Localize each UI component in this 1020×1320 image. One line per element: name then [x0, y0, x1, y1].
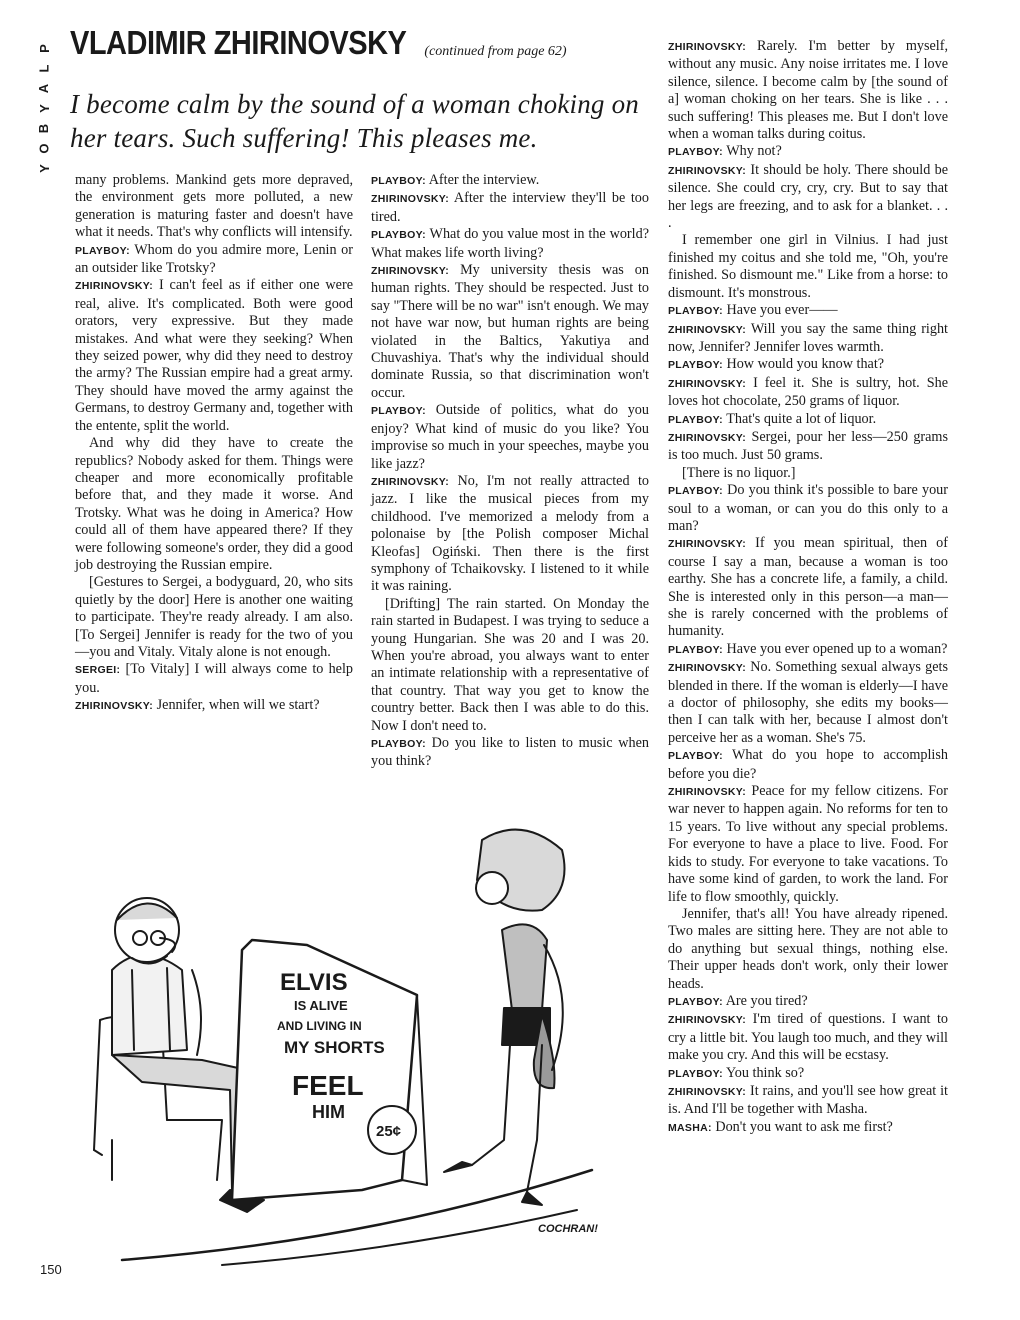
- spine-letter: O: [36, 143, 52, 154]
- text-column-1: [75, 172, 353, 716]
- speaker-label: PLAYBOY:: [371, 175, 426, 187]
- paragraph-text: My university thesis was on human rights. They should be respected. Just to say "There will be no war" isn't enough. We may not have war now, but human rights are being violated in the Baltics, Yakutiya and Chuvashiya. That's why the individual should dominate Russia, so that discrimination won't occur.: [371, 262, 649, 401]
- interview-paragraph: [668, 993, 948, 1011]
- interview-paragraph: [75, 574, 353, 661]
- speaker-label: ZHIRINOVSKY:: [371, 193, 450, 206]
- speaker-label: PLAYBOY:: [371, 229, 426, 242]
- paragraph-text: Rarely. I'm better by myself, without any music. Any noise irritates me. I love silence, silence. I become calm by [the sound of a] woman choking on her tears. She is like . . . such suffering! This pleases me. But I don't love when a woman talks during coitus.: [668, 38, 948, 143]
- paragraph-text: Outside of politics, what do you enjoy? What kind of music do you like? You improvise so much in your speeches, maybe you like jazz?: [371, 402, 649, 472]
- paragraph-text: Have you ever——: [726, 302, 838, 319]
- paragraph-text: Are you tired?: [725, 992, 808, 1009]
- spine-letter: Y: [36, 164, 52, 173]
- paragraph-text: That's quite a lot of liquor.: [726, 410, 877, 427]
- text-column-2: [371, 172, 649, 771]
- speaker-label: ZHIRINOVSKY:: [371, 475, 450, 488]
- interview-paragraph: [668, 411, 948, 429]
- paragraph-text: It should be holy. There should be silence. She could cry, cry, cry. But to say that her legs are freezing, and to ask for a blanket. . . .: [668, 161, 949, 232]
- paragraph-text: Peace for my fellow citizens. For war never to happen again. No reforms for ten to 15 years. To live without any special problems. For everyone to have a place to live. Food. For kids to study. For everyone to take vacations. To have some kind of garden, to work the land. For life to flow smoothly, quickly.: [668, 783, 949, 905]
- interview-paragraph: [668, 162, 948, 233]
- spine-letter: B: [36, 123, 52, 134]
- speaker-label: SERGEI:: [75, 664, 121, 677]
- paragraph-text: What do you hope to accomplish before you die?: [668, 747, 948, 782]
- paragraph-text: No, I'm not really attracted to jazz. I like the musical pieces from my childhood. I've memorized a melody from a polonaise by [the Polish composer Michal Kleofas] Ogiński. Then there is the first symphony of Tchaikovsky. I listened to it while it was raining.: [371, 472, 649, 595]
- interview-paragraph: [668, 1065, 948, 1083]
- pull-quote: I become calm by the sound of a woman choking on her tears. Such suffering! This pleases me.: [70, 89, 639, 153]
- interview-paragraph: [668, 38, 948, 143]
- interview-paragraph: [371, 596, 649, 735]
- text-column-3: [668, 38, 948, 1137]
- paragraph-text: Will you say the same thing right now, Jennifer? Jennifer loves warmth.: [668, 320, 948, 355]
- interview-paragraph: [668, 302, 948, 320]
- paragraph-text: I can't feel as if either one were real, alive. It's complicated. Both were good orators, very expressive. But they made mistakes. And what were they seeking? When they seized power, why did they need to destroy the army? The Russian empire had a great army. They should have moved the army against the Germans, to destroy Germany and, together with the entente, split the world.: [75, 277, 353, 434]
- interview-paragraph: [371, 262, 649, 402]
- speaker-label: PLAYBOY:: [75, 244, 130, 257]
- interview-paragraph: [668, 465, 948, 482]
- interview-paragraph: [371, 172, 649, 190]
- paragraph-text: [Drifting] The rain started. On Monday the rain started in Budapest. I was trying to seduce a young Hungarian. She was 20 and I was 20. When you're abroad, you always want to enter an intimate relationship with a representative of that country. That way you get to know the country better. Back then I was able to do this. Now I don't need to.: [371, 595, 649, 734]
- sign-text-feel: FEEL: [292, 1070, 364, 1101]
- paragraph-text: Why not?: [726, 143, 782, 160]
- interview-paragraph: [668, 482, 948, 535]
- paragraph-text: Have you ever opened up to a woman?: [726, 640, 948, 657]
- spine-letter: L: [36, 64, 52, 73]
- sign-text-him: HIM: [312, 1102, 345, 1122]
- speaker-label: PLAYBOY:: [668, 643, 723, 656]
- paragraph-text: I remember one girl in Vilnius. I had just finished my coitus and she told me, "Oh, you're finished. So dismount me." Like from a horse: to dismount. It's monstrous.: [668, 232, 948, 301]
- interview-paragraph: [668, 375, 948, 411]
- sign-text-my-shorts: MY SHORTS: [284, 1038, 385, 1057]
- paragraph-text: Jennifer, when will we start?: [156, 697, 320, 714]
- speaker-label: PLAYBOY:: [668, 485, 723, 498]
- continued-note: (continued from page 62): [424, 44, 567, 59]
- paragraph-text: Jennifer, that's all! You have already ripened. Two males are sitting here. They are not able to do anything but sexual things, nothing else. Their upper heads don't work, only their lower heads.: [668, 905, 948, 992]
- speaker-label: ZHIRINOVSKY:: [668, 323, 747, 336]
- paragraph-text: [To Vitaly] I will always come to help you.: [75, 661, 354, 696]
- speaker-label: PLAYBOY:: [668, 305, 723, 318]
- speaker-label: ZHIRINOVSKY:: [668, 41, 747, 53]
- paragraph-text: many problems. Mankind gets more depraved, the environment gets more polluted, a new generation is maturing faster and doesn't have what it needs. That's why conflicts will intensify.: [75, 172, 353, 241]
- speaker-label: ZHIRINOVSKY:: [668, 538, 747, 551]
- interview-paragraph: [75, 172, 353, 242]
- speaker-label: PLAYBOY:: [668, 750, 723, 763]
- price-tag: 25¢: [376, 1123, 402, 1140]
- paragraph-text: It rains, and you'll see how great it is. And I'll be together with Masha.: [668, 1082, 948, 1118]
- paragraph-text: What do you value most in the world? What makes life worth living?: [371, 226, 649, 261]
- spine-letter: A: [36, 83, 52, 94]
- interview-paragraph: [668, 356, 948, 374]
- interview-paragraph: [668, 232, 948, 302]
- speaker-label: PLAYBOY:: [371, 405, 426, 418]
- paragraph-text: I'm tired of questions. I want to cry a little bit. You laugh too much, and they will make you cry. And this will be ecstasy.: [668, 1011, 949, 1064]
- speaker-label: ZHIRINOVSKY:: [668, 431, 747, 444]
- interview-paragraph: [75, 242, 353, 278]
- paragraph-text: After the interview.: [428, 172, 540, 188]
- sign-text-living-in: AND LIVING IN: [277, 1019, 362, 1033]
- paragraph-text: [There is no liquor.]: [682, 464, 796, 481]
- paragraph-text: If you mean spiritual, then of course I say a man, because a woman is too earthy. She has a concrete life, a family, a child. She is interested only in this person—a man—she is rarely concerned with the problems of humanity.: [668, 535, 948, 640]
- speaker-label: PLAYBOY:: [371, 738, 426, 750]
- artist-signature: COCHRAN!: [538, 1223, 598, 1235]
- page-number: 150: [40, 1262, 62, 1277]
- interview-paragraph: [371, 473, 649, 596]
- interview-paragraph: [668, 747, 948, 783]
- interview-paragraph: [668, 1083, 948, 1119]
- speaker-label: ZHIRINOVSKY:: [668, 786, 747, 799]
- speaker-label: ZHIRINOVSKY:: [668, 1085, 747, 1098]
- interview-paragraph: [668, 783, 948, 906]
- magazine-spine-label: [34, 40, 56, 190]
- speaker-label: ZHIRINOVSKY:: [668, 377, 747, 390]
- paragraph-text: And why did they have to create the republics? Nobody asked for them. Things were cheaper and more economically profitable before that, and they made it worse. And Trotsky. What was he doing in America? How could all of them have appeared there? If they were following someone's order, they did a good job destroying the Russian empire.: [75, 435, 353, 573]
- interview-paragraph: [668, 1119, 948, 1137]
- interview-paragraph: [75, 435, 353, 574]
- speaker-label: ZHIRINOVSKY:: [371, 265, 450, 278]
- paragraph-text: Don't you want to ask me first?: [715, 1118, 893, 1135]
- spine-letter: Y: [36, 104, 52, 113]
- paragraph-text: Do you like to listen to music when you think?: [371, 735, 649, 770]
- speaker-label: ZHIRINOVSKY:: [668, 164, 747, 177]
- paragraph-text: [Gestures to Sergei, a bodyguard, 20, who sits quietly by the door] Here is another one waiting to participate. They're ready already. I am also. [To Sergei] Jennifer is ready for the two of you—you and Vitaly. Vitaly alone is not enough.: [75, 574, 353, 660]
- article-header: [70, 25, 650, 155]
- interview-paragraph: [668, 321, 948, 357]
- interview-paragraph: [75, 277, 353, 435]
- sign-text-is-alive: IS ALIVE: [294, 998, 348, 1013]
- interview-paragraph: [371, 190, 649, 226]
- interview-paragraph: [668, 641, 948, 659]
- speaker-label: MASHA:: [668, 1121, 712, 1134]
- speaker-label: PLAYBOY:: [668, 413, 723, 426]
- interview-paragraph: [371, 402, 649, 473]
- speaker-label: PLAYBOY:: [668, 146, 723, 159]
- speaker-label: ZHIRINOVSKY:: [668, 1014, 747, 1027]
- speaker-label: ZHIRINOVSKY:: [75, 700, 154, 713]
- paragraph-text: Sergei, pour her less—250 grams is too much. Just 50 grams.: [668, 428, 948, 464]
- paragraph-text: Do you think it's possible to bare your soul to a woman, or can you do this only to a man?: [668, 482, 948, 534]
- interview-paragraph: [668, 535, 948, 640]
- cartoon-illustration: [72, 820, 657, 1280]
- speaker-label: ZHIRINOVSKY:: [75, 280, 154, 293]
- paragraph-text: I feel it. She is sultry, hot. She loves hot chocolate, 250 grams of liquor.: [668, 374, 948, 410]
- interviewee-name: VLADIMIR ZHIRINOVSKY: [70, 25, 407, 62]
- paragraph-text: After the interview they'll be too tired.: [371, 190, 649, 225]
- paragraph-text: You think so?: [725, 1064, 805, 1081]
- interview-paragraph: [668, 906, 948, 993]
- interview-paragraph: [668, 659, 948, 747]
- interview-paragraph: [371, 226, 649, 262]
- interview-paragraph: [75, 661, 353, 697]
- sign-text-elvis: ELVIS: [280, 969, 348, 996]
- speaker-label: PLAYBOY:: [668, 1067, 723, 1080]
- speaker-label: PLAYBOY:: [668, 359, 723, 372]
- interview-paragraph: [668, 143, 948, 161]
- spine-letter: P: [36, 44, 52, 53]
- paragraph-text: No. Something sexual always gets blended in there. If the woman is elderly—I have a doctor of philosophy, she edits my books—then I can talk with her, because I almost don't perceive her as a woman. She's 75.: [668, 659, 948, 746]
- interview-paragraph: [371, 735, 649, 771]
- interview-paragraph: [668, 429, 948, 465]
- speaker-label: ZHIRINOVSKY:: [668, 662, 747, 675]
- paragraph-text: Whom do you admire more, Lenin or an outsider like Trotsky?: [75, 241, 353, 277]
- speaker-label: PLAYBOY:: [668, 995, 723, 1008]
- interview-paragraph: [75, 697, 353, 715]
- paragraph-text: How would you know that?: [726, 356, 885, 373]
- interview-paragraph: [668, 1011, 948, 1064]
